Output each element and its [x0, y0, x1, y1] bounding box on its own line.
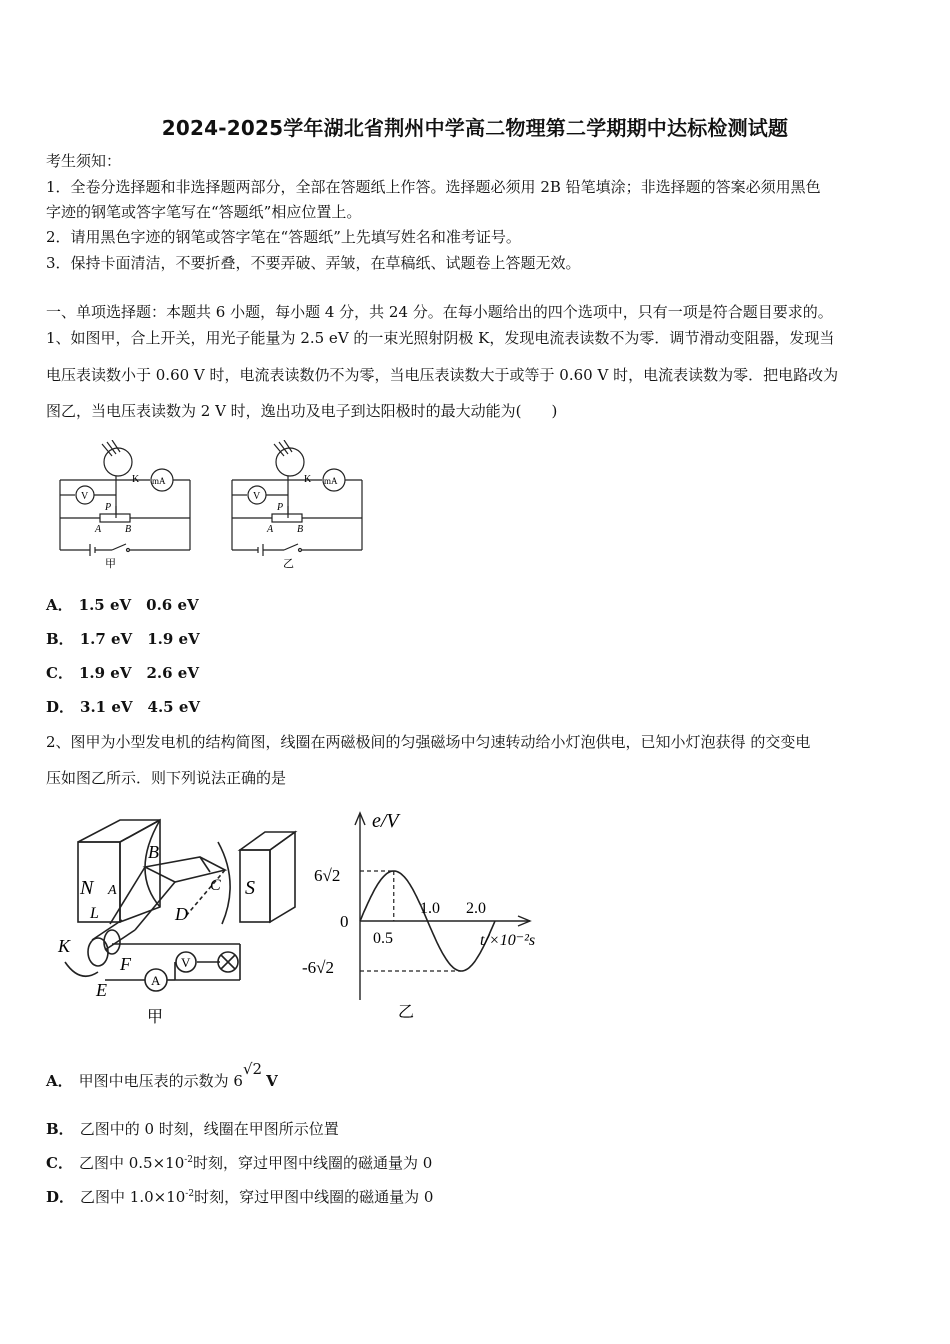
option-unit: V	[266, 1072, 278, 1090]
option-text: 1.9 eV 2.6 eV	[78, 664, 199, 682]
q1-option-a[interactable]	[46, 594, 199, 615]
notice-item-3: 3．保持卡面清洁，不要折叠，不要弄破、弄皱，在草稿纸、试题卷上答题无效。	[46, 254, 581, 272]
magnet-n-top	[78, 820, 160, 842]
y-tick-min: -6√2	[302, 958, 334, 977]
label-V-right: V	[253, 491, 261, 502]
label-B-right: B	[297, 524, 304, 535]
option-text: 甲图中电压表的示数为 6	[78, 1072, 243, 1090]
option-label: C．	[46, 1154, 73, 1172]
q2-option-b[interactable]	[46, 1118, 339, 1139]
caption-yi: 乙	[283, 558, 294, 570]
x-tick-0.5: 0.5	[373, 930, 393, 947]
label-N: N	[80, 877, 94, 899]
label-C: C	[210, 877, 221, 894]
label-F: F	[120, 954, 131, 974]
y-tick-max: 6√2	[314, 866, 341, 885]
x-tick-1.0: 1.0	[420, 900, 440, 917]
y-tick-zero: 0	[340, 912, 349, 931]
option-text-pre: 乙图中 1.0×10	[80, 1188, 186, 1206]
label-A-left: A	[95, 524, 102, 535]
q2-option-a[interactable]	[46, 1060, 278, 1091]
label-mA-left: mA	[152, 476, 166, 486]
label-mA-right: mA	[324, 476, 338, 486]
rheostat-icon	[100, 514, 130, 522]
sqrt-two: √2	[242, 1060, 263, 1078]
section-heading: 一、单项选择题：本题共 6 小题，每小题 4 分，共 24 分。在每小题给出的四个选项中，只有一项是符合题目要求的。	[46, 303, 833, 321]
option-label: C．	[46, 664, 73, 682]
option-label: D．	[46, 698, 75, 716]
q2-text-line-1: 2、图甲为小型发电机的结构简图，线圈在两磁极间的匀强磁场中匀速转动给小灯泡供电，已知小灯泡获得 的交变电	[46, 733, 811, 751]
notice-item-1-cont: 字迹的钢笔或答字笔写在“答题纸”相应位置上。	[46, 203, 362, 221]
label-L: L	[90, 905, 99, 922]
option-text-post: 时刻，穿过甲图中线圈的磁通量为 0	[193, 1154, 433, 1172]
y-axis-label: e/V	[372, 810, 399, 832]
option-label: A．	[46, 1072, 73, 1090]
circuit-right	[232, 440, 362, 556]
option-label: A．	[46, 596, 73, 614]
option-text: 3.1 eV 4.5 eV	[80, 698, 201, 716]
option-text: 1.5 eV 0.6 eV	[78, 596, 199, 614]
option-text: 1.7 eV 1.9 eV	[79, 630, 200, 648]
q1-circuit-figure	[50, 440, 370, 575]
q1-text-line-3: 图乙，当电压表读数为 2 V 时，逸出功及电子到达阳极时的最大动能为( )	[46, 402, 558, 420]
page-title: 2024-2025学年湖北省荆州中学高二物理第二学期期中达标检测试题	[161, 116, 789, 140]
label-K-left: K	[132, 474, 140, 485]
label-P-right: P	[277, 502, 284, 513]
label-K-right: K	[304, 474, 312, 485]
notice-item-2: 2．请用黑色字迹的钢笔或答字笔在“答题纸”上先填写姓名和准考证号。	[46, 228, 521, 246]
circuit-left	[60, 440, 190, 556]
q1-text-line-2: 电压表读数小于 0.60 V 时，电流表读数仍不为零，当电压表读数大于或等于 0.60 V 时，电流表读数为零．把电路改为	[46, 366, 839, 384]
q1-text-line-1: 1、如图甲，合上开关，用光子能量为 2.5 eV 的一束光照射阴极 K，发现电流表读数不为零．调节滑动变阻器，发现当	[46, 329, 835, 347]
option-label: B．	[46, 1120, 74, 1138]
label-A-right: A	[267, 524, 274, 535]
q1-option-d[interactable]	[46, 696, 200, 717]
label-S: S	[245, 877, 255, 899]
label-K: K	[58, 936, 71, 956]
slip-ring-icon	[88, 938, 108, 966]
voltage-chart	[300, 805, 560, 1030]
option-label: D．	[46, 1188, 75, 1206]
q1-option-c[interactable]	[46, 662, 199, 683]
option-text-pre: 乙图中 0.5×10	[78, 1154, 185, 1172]
x-axis-label: t/×10⁻²s	[480, 932, 536, 949]
label-A: A	[108, 883, 117, 898]
chart-caption: 乙	[398, 1004, 415, 1021]
label-B: B	[148, 842, 159, 862]
notice-item-1: 1．全卷分选择题和非选择题两部分，全部在答题纸上作答。选择题必须用 2B 铅笔填涂；非选择题的答案必须用黑色	[46, 178, 821, 196]
rheostat-icon	[272, 514, 302, 522]
q2-text-line-2: 压如图乙所示．则下列说法正确的是	[46, 769, 287, 787]
q1-option-b[interactable]	[46, 628, 200, 649]
caption-jia: 甲	[105, 558, 116, 570]
voltmeter-label: V	[181, 955, 191, 970]
option-exponent: -2	[185, 1189, 195, 1199]
option-text-post: 时刻，穿过甲图中线圈的磁通量为 0	[194, 1188, 434, 1206]
magnet-s-top	[240, 832, 295, 850]
label-D: D	[175, 904, 188, 924]
q2-option-c[interactable]	[46, 1152, 432, 1173]
generator-diagram	[50, 812, 300, 1032]
option-text: 乙图中的 0 时刻，线圈在甲图所示位置	[79, 1120, 339, 1138]
x-tick-2.0: 2.0	[466, 900, 486, 917]
caption-jia-2: 甲	[147, 1009, 164, 1026]
option-label: B．	[46, 630, 74, 648]
notice-heading: 考生须知：	[46, 152, 122, 170]
label-E: E	[96, 980, 107, 1000]
label-P-left: P	[105, 502, 112, 513]
option-exponent: -2	[184, 1155, 194, 1165]
ammeter-label: A	[151, 973, 161, 988]
label-B-left: B	[125, 524, 132, 535]
q2-option-d[interactable]	[46, 1186, 433, 1207]
label-V-left: V	[81, 491, 89, 502]
